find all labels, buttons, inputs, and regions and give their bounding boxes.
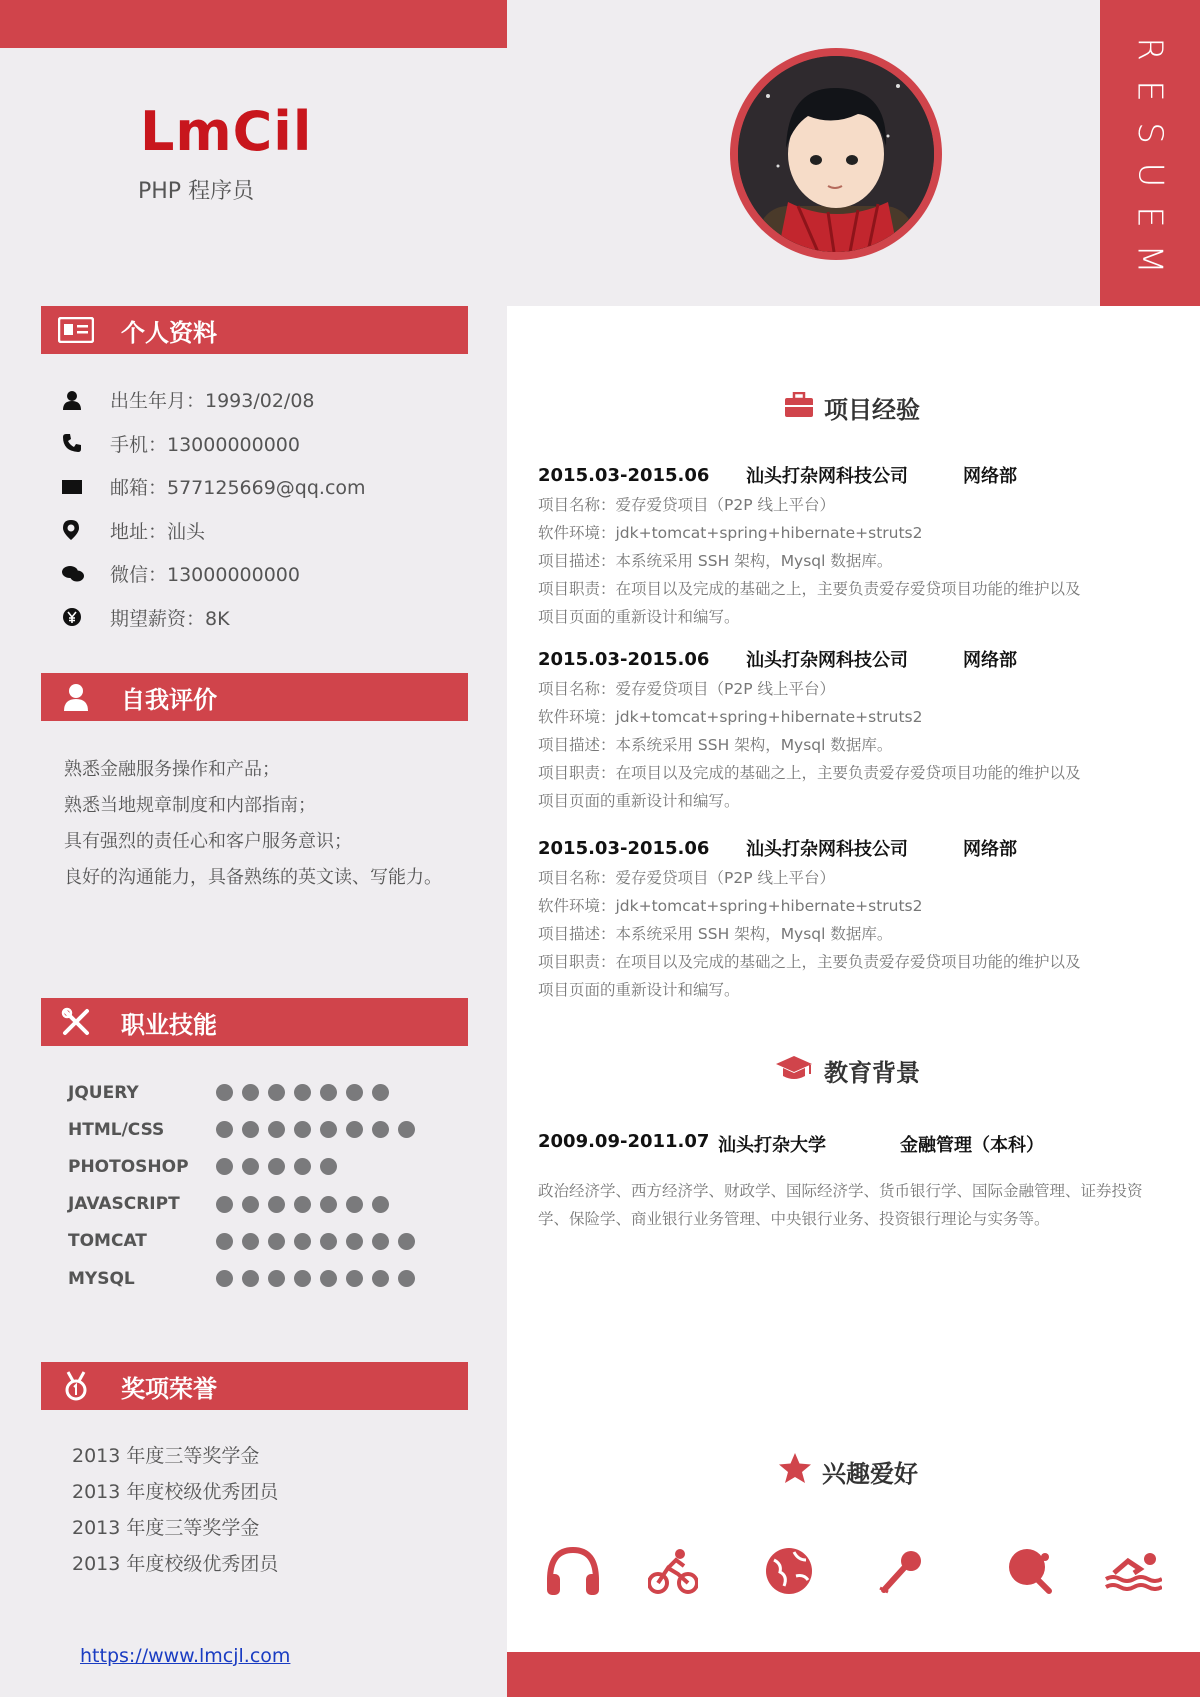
project-company: 汕头打杂网科技公司 bbox=[746, 650, 908, 671]
skill-dot bbox=[320, 1233, 337, 1250]
skill-level-dots bbox=[216, 1084, 389, 1101]
self-eval-line: 熟悉金融服务操作和产品； bbox=[64, 759, 280, 780]
skill-dot bbox=[216, 1233, 233, 1250]
globe-icon bbox=[754, 1536, 824, 1606]
skill-dot bbox=[216, 1158, 233, 1175]
resume-vertical-tag bbox=[1100, 0, 1200, 306]
project-entry bbox=[538, 643, 1158, 815]
skill-dot bbox=[242, 1233, 259, 1250]
skill-dot bbox=[268, 1233, 285, 1250]
project-line: 项目名称：爱存爱贷项目（P2P 线上平台） bbox=[538, 496, 835, 514]
skill-dot bbox=[398, 1270, 415, 1287]
project-entry bbox=[538, 832, 1158, 1004]
skill-name: TOMCAT bbox=[68, 1231, 147, 1252]
skill-dot bbox=[216, 1084, 233, 1101]
project-header bbox=[538, 459, 1158, 491]
project-line: 项目页面的重新设计和编写。 bbox=[538, 608, 740, 626]
skill-dot bbox=[294, 1084, 311, 1101]
resume-letter: R bbox=[1130, 37, 1170, 61]
skill-dot bbox=[216, 1121, 233, 1138]
skill-dot bbox=[268, 1084, 285, 1101]
info-salary: 期望薪资：8K bbox=[62, 596, 366, 640]
website-link[interactable]: https://www.lmcjl.com bbox=[80, 1645, 291, 1667]
section-header-self-eval bbox=[41, 673, 468, 721]
award-item: 2013 年度校级优秀团员 bbox=[72, 1553, 279, 1575]
info-birthdate: 出生年月：1993/02/08 bbox=[62, 378, 366, 422]
skill-dot bbox=[268, 1121, 285, 1138]
project-line: 项目页面的重新设计和编写。 bbox=[538, 792, 740, 810]
skill-dot bbox=[398, 1121, 415, 1138]
skill-dot bbox=[372, 1084, 389, 1101]
project-line: 软件环境：jdk+tomcat+spring+hibernate+struts2 bbox=[538, 897, 923, 915]
resume-letter: S bbox=[1130, 122, 1170, 144]
skill-row bbox=[68, 1186, 415, 1223]
mail-icon bbox=[62, 479, 110, 495]
skill-dot bbox=[268, 1196, 285, 1213]
award-item: 2013 年度三等奖学金 bbox=[72, 1517, 260, 1539]
skill-dot bbox=[372, 1270, 389, 1287]
project-line: 项目描述：本系统采用 SSH 架构，Mysql 数据库。 bbox=[538, 925, 893, 943]
graduation-cap-icon bbox=[774, 1054, 814, 1088]
skill-name: PHOTOSHOP bbox=[68, 1156, 189, 1177]
yen-icon bbox=[62, 607, 110, 627]
info-address: 地址：汕头 bbox=[62, 509, 366, 553]
skill-row bbox=[68, 1148, 415, 1185]
projects-title: 项目经验 bbox=[784, 390, 920, 425]
skill-name: JQUERY bbox=[68, 1082, 139, 1103]
skill-name: JAVASCRIPT bbox=[68, 1194, 180, 1215]
skill-dot bbox=[372, 1196, 389, 1213]
skill-dot bbox=[216, 1270, 233, 1287]
project-line: 项目描述：本系统采用 SSH 架构，Mysql 数据库。 bbox=[538, 552, 893, 570]
skill-dot bbox=[216, 1196, 233, 1213]
skill-name: MYSQL bbox=[68, 1268, 135, 1289]
skill-dot bbox=[268, 1270, 285, 1287]
skill-dot bbox=[320, 1084, 337, 1101]
education-header bbox=[538, 1131, 1044, 1157]
resume-letter: E bbox=[1129, 206, 1170, 228]
self-eval-line: 熟悉当地规章制度和内部指南； bbox=[64, 795, 316, 816]
project-header bbox=[538, 643, 1158, 675]
self-eval-line: 具有强烈的责任心和客户服务意识； bbox=[64, 831, 352, 852]
section-header-personal bbox=[41, 306, 468, 354]
skill-dot bbox=[346, 1270, 363, 1287]
project-line: 项目职责：在项目以及完成的基础之上，主要负责爱存爱贷项目功能的维护以及 bbox=[538, 580, 1081, 598]
hobbies-title: 兴趣爱好 bbox=[778, 1452, 918, 1490]
skill-dot bbox=[242, 1121, 259, 1138]
skill-row bbox=[68, 1111, 415, 1148]
skill-dot bbox=[242, 1270, 259, 1287]
project-line: 项目职责：在项目以及完成的基础之上，主要负责爱存爱贷项目功能的维护以及 bbox=[538, 764, 1081, 782]
skill-dot bbox=[346, 1196, 363, 1213]
skill-level-dots bbox=[216, 1196, 389, 1213]
skill-row bbox=[68, 1260, 415, 1297]
resume-letter: U bbox=[1129, 162, 1170, 188]
project-header bbox=[538, 832, 1158, 864]
section-title: 自我评价 bbox=[121, 685, 217, 714]
hobbies-icons bbox=[538, 1536, 1168, 1606]
project-line: 项目名称：爱存爱贷项目（P2P 线上平台） bbox=[538, 680, 835, 698]
project-company: 汕头打杂网科技公司 bbox=[746, 839, 908, 860]
project-dept: 网络部 bbox=[963, 839, 1017, 860]
skill-level-dots bbox=[216, 1158, 337, 1175]
skills-list bbox=[68, 1074, 415, 1297]
star-icon bbox=[778, 1452, 812, 1490]
skill-dot bbox=[320, 1158, 337, 1175]
cycling-icon bbox=[638, 1536, 708, 1606]
section-title: 奖项荣誉 bbox=[121, 1374, 217, 1403]
project-dept: 网络部 bbox=[963, 466, 1017, 487]
swimming-icon bbox=[1098, 1536, 1168, 1606]
microphone-icon bbox=[866, 1536, 936, 1606]
skill-dot bbox=[294, 1121, 311, 1138]
section-title: 职业技能 bbox=[121, 1010, 217, 1039]
project-line: 项目名称：爱存爱贷项目（P2P 线上平台） bbox=[538, 869, 835, 887]
skill-dot bbox=[242, 1158, 259, 1175]
tools-icon bbox=[41, 1007, 111, 1037]
skill-dot bbox=[346, 1084, 363, 1101]
skill-dot bbox=[346, 1121, 363, 1138]
skill-dot bbox=[320, 1196, 337, 1213]
self-eval-line: 良好的沟通能力，具备熟练的英文读、写能力。 bbox=[64, 867, 442, 888]
skill-dot bbox=[346, 1233, 363, 1250]
project-company: 汕头打杂网科技公司 bbox=[746, 466, 908, 487]
skill-name: HTML/CSS bbox=[68, 1119, 165, 1140]
project-date: 2015.03-2015.06 bbox=[538, 648, 710, 670]
skill-row bbox=[68, 1074, 415, 1111]
medal-icon bbox=[41, 1371, 111, 1401]
avatar bbox=[738, 56, 934, 252]
skill-dot bbox=[372, 1233, 389, 1250]
personal-info-list bbox=[62, 378, 366, 639]
wechat-icon bbox=[62, 565, 110, 583]
project-date: 2015.03-2015.06 bbox=[538, 464, 710, 486]
project-line: 项目职责：在项目以及完成的基础之上，主要负责爱存爱贷项目功能的维护以及 bbox=[538, 953, 1081, 971]
person-icon bbox=[62, 390, 110, 410]
skill-dot bbox=[268, 1158, 285, 1175]
headphones-icon bbox=[538, 1536, 608, 1606]
resume-letter: M bbox=[1130, 244, 1170, 274]
education-description: 政治经济学、西方经济学、财政学、国际经济学、货币银行学、国际金融管理、证券投资学、保险学、商业银行业务管理、中央银行业务、投资银行理论与实务等。 bbox=[538, 1182, 1143, 1228]
location-pin-icon bbox=[62, 519, 110, 541]
phone-icon bbox=[62, 433, 110, 453]
project-dept: 网络部 bbox=[963, 650, 1017, 671]
job-title: PHP 程序员 bbox=[138, 179, 255, 204]
education-title: 教育背景 bbox=[774, 1053, 920, 1088]
awards-list bbox=[72, 1438, 278, 1582]
skill-dot bbox=[398, 1233, 415, 1250]
briefcase-icon bbox=[784, 392, 814, 424]
education-date: 2009.09-2011.07 bbox=[538, 1131, 710, 1152]
skill-dot bbox=[294, 1270, 311, 1287]
project-date: 2015.03-2015.06 bbox=[538, 837, 710, 859]
skill-row bbox=[68, 1223, 415, 1260]
project-line: 项目描述：本系统采用 SSH 架构，Mysql 数据库。 bbox=[538, 736, 893, 754]
info-email: 邮箱：577125669@qq.com bbox=[62, 465, 366, 509]
skill-level-dots bbox=[216, 1270, 415, 1287]
person-name: LmCil bbox=[140, 100, 313, 163]
resume-letter: E bbox=[1129, 80, 1170, 102]
project-entry bbox=[538, 459, 1158, 631]
person-icon bbox=[41, 683, 111, 711]
section-header-awards bbox=[41, 1362, 468, 1410]
award-item: 2013 年度三等奖学金 bbox=[72, 1445, 260, 1467]
skill-level-dots bbox=[216, 1233, 415, 1250]
skill-dot bbox=[320, 1270, 337, 1287]
award-item: 2013 年度校级优秀团员 bbox=[72, 1481, 279, 1503]
skill-level-dots bbox=[216, 1121, 415, 1138]
project-line: 软件环境：jdk+tomcat+spring+hibernate+struts2 bbox=[538, 524, 923, 542]
project-line: 软件环境：jdk+tomcat+spring+hibernate+struts2 bbox=[538, 708, 923, 726]
section-title: 个人资料 bbox=[121, 318, 217, 347]
section-header-skills bbox=[41, 998, 468, 1046]
education-major: 金融管理（本科） bbox=[900, 1135, 1044, 1156]
top-accent-bar bbox=[0, 0, 507, 48]
education-school: 汕头打杂大学 bbox=[718, 1135, 826, 1156]
id-card-icon bbox=[41, 317, 111, 343]
skill-dot bbox=[242, 1084, 259, 1101]
bottom-accent-bar bbox=[507, 1652, 1200, 1697]
project-line: 项目页面的重新设计和编写。 bbox=[538, 981, 740, 999]
skill-dot bbox=[294, 1158, 311, 1175]
skill-dot bbox=[372, 1121, 389, 1138]
skill-dot bbox=[294, 1196, 311, 1213]
info-wechat: 微信：13000000000 bbox=[62, 552, 366, 596]
skill-dot bbox=[294, 1233, 311, 1250]
info-phone: 手机：13000000000 bbox=[62, 422, 366, 466]
skill-dot bbox=[242, 1196, 259, 1213]
ping-pong-icon bbox=[994, 1536, 1064, 1606]
self-eval-list bbox=[64, 752, 442, 896]
skill-dot bbox=[320, 1121, 337, 1138]
avatar-frame bbox=[730, 48, 942, 260]
